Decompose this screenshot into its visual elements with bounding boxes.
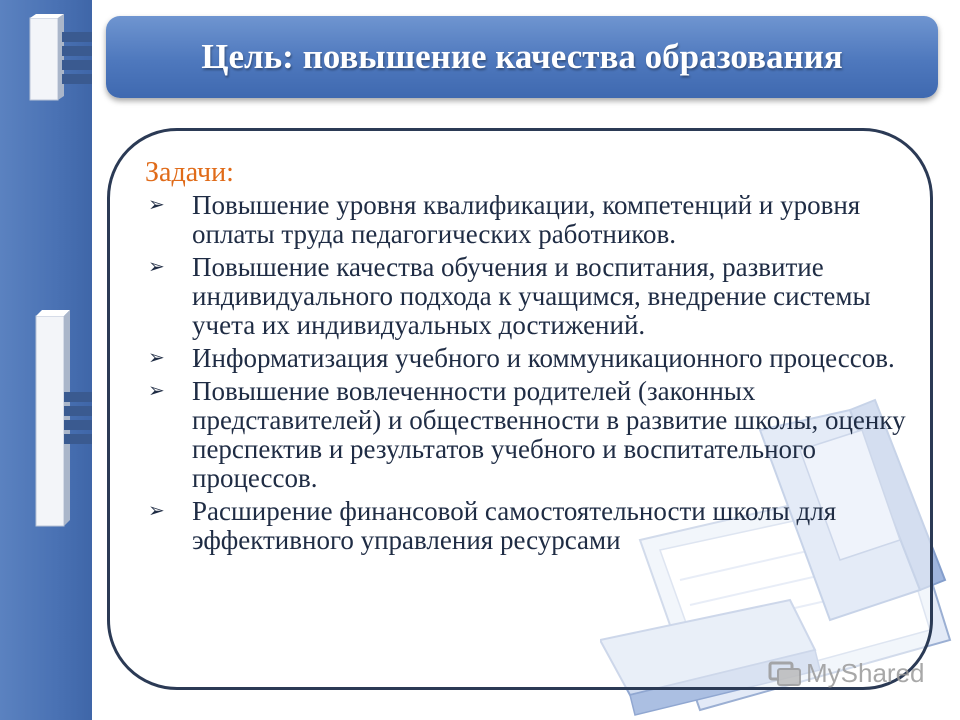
beam-decoration-bottom <box>34 310 94 530</box>
slide-title: Цель: повышение качества образования <box>201 37 843 76</box>
title-bar <box>106 16 938 98</box>
task-text: Расширение финансовой самостоятельности школы для эффективного управления ресурсами <box>192 496 837 555</box>
list-item <box>148 191 908 249</box>
list-item <box>148 377 908 493</box>
task-text: Информатизация учебного и коммуникационного процессов. <box>192 343 895 373</box>
watermark-text: MyShared <box>806 658 925 688</box>
list-item <box>148 497 908 555</box>
tasks-heading: Задачи: <box>145 157 234 188</box>
task-list <box>148 191 908 559</box>
arrow-bullet-icon: ➢ <box>148 500 165 522</box>
arrow-bullet-icon: ➢ <box>148 347 165 369</box>
arrow-bullet-icon: ➢ <box>148 194 165 216</box>
watermark <box>768 658 925 689</box>
arrow-bullet-icon: ➢ <box>148 380 165 402</box>
list-item <box>148 344 908 373</box>
task-text: Повышение качества обучения и воспитания, развитие индивидуального подхода к учащимся, внедрение системы учета их индивидуальных достижений. <box>192 252 871 340</box>
task-text: Повышение вовлеченности родителей (законных представителей) и общественности в развитие школы, оценку перспектив и результатов учебного и воспитательного процессов. <box>192 376 906 493</box>
arrow-bullet-icon: ➢ <box>148 256 165 278</box>
task-text: Повышение уровня квалификации, компетенций и уровня оплаты труда педагогических работников. <box>192 190 861 249</box>
myshared-logo-icon <box>768 659 802 689</box>
list-item <box>148 253 908 340</box>
beam-decoration-top <box>28 14 94 104</box>
